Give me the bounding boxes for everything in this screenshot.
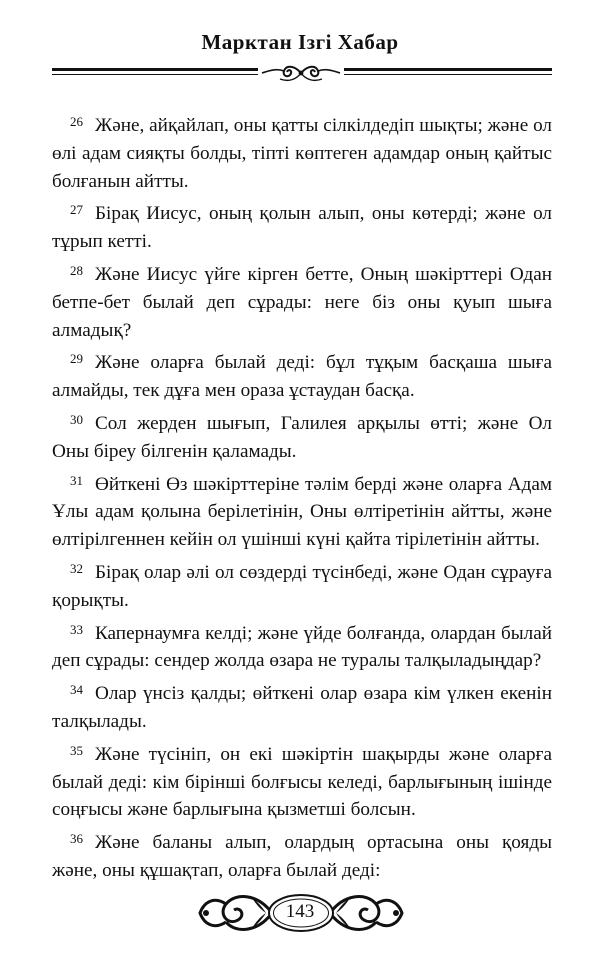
verse-number: 27 [70, 202, 83, 218]
verse-number: 28 [70, 262, 83, 278]
verse-text-column [52, 112, 552, 890]
verse-number: 31 [70, 472, 83, 488]
verse-text: Өйткені Өз шәкірттеріне тәлім берді және оларға Адам Ұлы адам қолына берілетінін, Оны өлтіретінін айтты, және өлтірілгеннен кейін ол үшінші күні қайта тірілетінін айтты. [52, 473, 552, 551]
verse-text: Сол жерден шығып, Галилея арқылы өтті; және Ол Оны біреу білгенін қаламады. [52, 412, 552, 462]
verse-30 [52, 410, 552, 466]
running-header-title: Марктан Ізгі Хабар [201, 30, 399, 54]
verse-number: 26 [70, 114, 83, 129]
verse-text: Және баланы алып, олардың ортасына оны қояды және, оны құшақтап, оларға былай деді: [52, 832, 552, 881]
verse-text: Бірақ Иисус, оның қолын алып, оны көтерді; және ол тұрып кетті. [52, 203, 552, 253]
verse-27 [52, 200, 552, 256]
page-number: 143 [285, 901, 315, 922]
verse-text: Бірақ олар әлі ол сөздерді түсінбеді, және Одан сұрауға қорықты. [52, 561, 552, 611]
verse-text: Және түсініп, он екі шәкіртін шақырды және оларға былай деді: кім бірінші болғысы келеді, барлығының ішінде соңғысы және барлығына қызметші болсын. [52, 743, 552, 821]
verse-32 [52, 559, 552, 615]
verse-number: 36 [70, 831, 83, 847]
header-ornament-icon [258, 62, 344, 84]
verse-text: Және, айқайлап, оны қатты сілкілдедіп шықты; және ол өлі адам сияқты болды, тіпті көптеген адамдар оның қайтыс болғанын айтты. [52, 115, 552, 192]
verse-text: Және Иисус үйге кірген бетте, Оның шәкірттері Одан бетпе-бет былай деп сұрады: неге біз оны қуып шыға алмадық? [52, 263, 552, 341]
verse-36 [52, 829, 552, 885]
verse-text: Капернаумға келді; және үйде болғанда, олардан былай деп сұрады: сендер жолда өзара не туралы талқыладыңдар? [52, 622, 552, 672]
verse-number: 32 [70, 560, 83, 576]
verse-34 [52, 680, 552, 736]
verse-number: 34 [70, 682, 83, 698]
verse-number: 33 [70, 621, 83, 637]
verse-29 [52, 349, 552, 405]
verse-number: 30 [70, 411, 83, 427]
verse-number: 35 [70, 742, 83, 758]
verse-28 [52, 261, 552, 344]
verse-31 [52, 471, 552, 554]
verse-text: Олар үнсіз қалды; өйткені олар өзара кім үлкен екенін талқылады. [52, 683, 552, 732]
verse-35 [52, 741, 552, 824]
verse-number: 29 [70, 351, 83, 367]
verse-33 [52, 620, 552, 676]
verse-26 [52, 112, 552, 195]
verse-text: Және оларға былай деді: бұл тұқым басқаша шыға алмайды, тек дұға мен ораза ұстаудан басқа. [52, 352, 552, 402]
